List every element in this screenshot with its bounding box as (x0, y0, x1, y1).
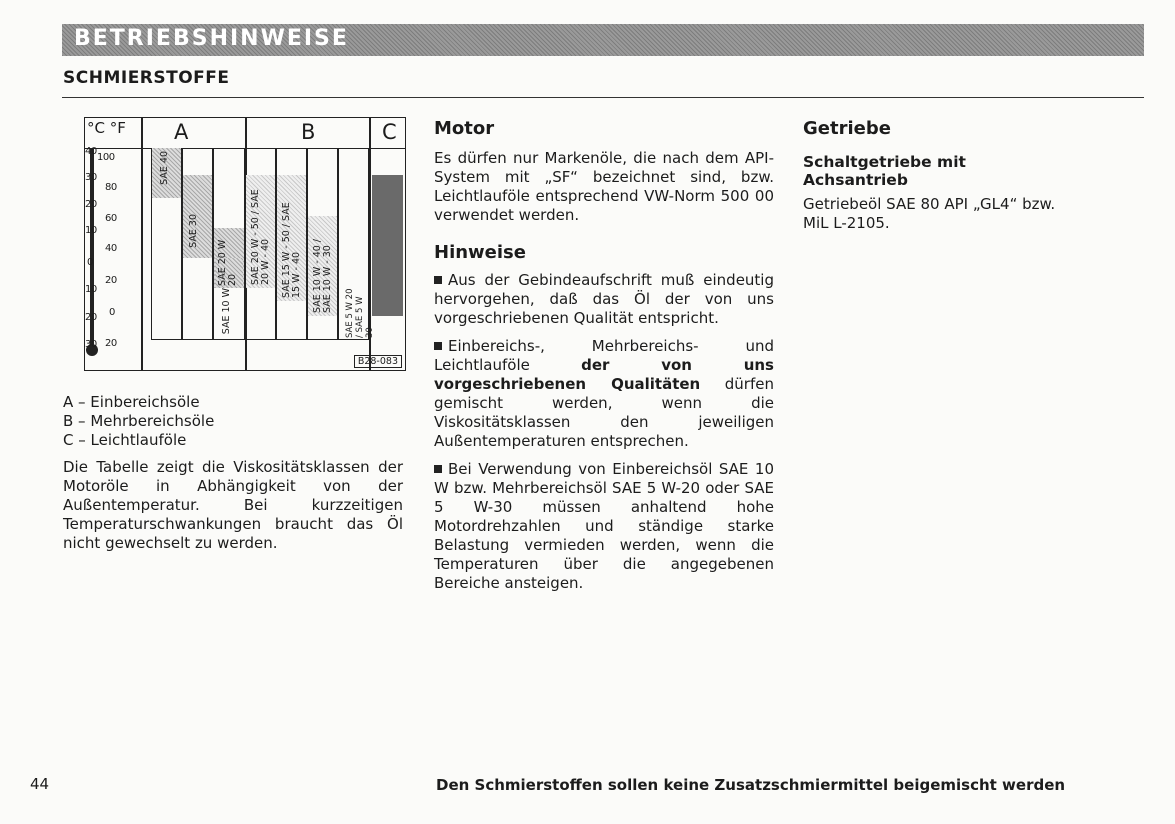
range-band-leichtlauf (372, 175, 403, 316)
getriebe-subtitle: Schaltgetriebe mit Achsantrieb (803, 153, 966, 189)
chart-reference: B28-083 (354, 355, 402, 368)
header-banner (62, 24, 1144, 56)
footer-note: Den Schmierstoffen sollen keine Zusatzschmiermittel beigemischt werden (436, 776, 1066, 794)
header-rule (62, 97, 1144, 98)
chart-description: Die Tabelle zeigt die Viskositätsklassen der Motoröle in Abhängigkeit von der Außentemperatur. Bei kurzzeitigen Temperaturschwankungen braucht das Öl nicht gewechselt zu werden. (63, 458, 403, 552)
viscosity-label: SAE 20 W - 50 / SAE 20 W - 40 (250, 189, 271, 285)
fahrenheit-tick: 40 (105, 243, 117, 254)
motor-title: Motor (434, 118, 495, 139)
fahrenheit-tick: 100 (97, 152, 115, 163)
hinweis-item: Aus der Gebindeaufschrift muß eindeutig hervorgehen, daß das Öl der von uns vorgeschriebenen Qualität entspricht. (434, 271, 774, 327)
motor-column (434, 118, 774, 593)
viscosity-label: SAE 20 W 20 (217, 239, 238, 286)
legend-item: C – Leichtlauföle (63, 431, 187, 449)
viscosity-label: SAE 30 (188, 214, 199, 248)
fahrenheit-tick: 20 (105, 275, 117, 286)
celsius-tick: 20 (85, 312, 97, 323)
getriebe-text: Getriebeöl SAE 80 API „GL4“ bzw. MiL L-2105. (803, 195, 1056, 232)
fahrenheit-tick: 20 (105, 338, 117, 349)
getriebe-title: Getriebe (803, 118, 891, 139)
getriebe-column (803, 118, 1073, 233)
fahrenheit-tick: 0 (109, 307, 115, 318)
legend-item: B – Mehrbereichsöle (63, 412, 215, 430)
bullet-icon (434, 276, 442, 284)
unit-labels: °C °F (87, 119, 126, 137)
fahrenheit-tick: 60 (105, 213, 117, 224)
legend-item: A – Einbereichsöle (63, 393, 200, 411)
group-label-b: B (301, 120, 316, 144)
celsius-tick: 0 (87, 257, 93, 268)
celsius-tick: 30 (85, 339, 97, 350)
banner-title: BETRIEBSHINWEISE (74, 26, 349, 51)
viscosity-label: SAE 5 W 20 / SAE 5 W 30 (345, 288, 375, 338)
viscosity-label: SAE 40 (159, 151, 170, 185)
viscosity-label: SAE 10 W - 40 / SAE 10 W - 30 (312, 238, 333, 313)
bullet-icon (434, 465, 442, 473)
page-number: 44 (30, 775, 50, 793)
chart-legend (63, 393, 214, 450)
celsius-tick: 40 (85, 146, 97, 157)
celsius-tick: 30 (85, 172, 97, 183)
hinweis-item: Einbereichs-, Mehrbereichs- und Leichtlauföle der von uns vorgeschriebenen Qualitäten dürfen gemischt werden, wenn die Viskositätsklassen den jeweiligen Außentemperaturen entsprechen. (434, 337, 774, 450)
celsius-tick: 10 (85, 284, 97, 295)
group-label-a: A (174, 120, 189, 144)
section-title: SCHMIERSTOFFE (63, 68, 230, 88)
motor-text: Es dürfen nur Markenöle, die nach dem API-System mit „SF“ bezeichnet sind, bzw. Leichtlauföle entsprechend VW-Norm 500 00 verwendet werden. (434, 149, 774, 224)
hinweise-title: Hinweise (434, 242, 526, 263)
chart-divider (141, 118, 143, 370)
celsius-tick: 20 (85, 199, 97, 210)
viscosity-label: SAE 15 W - 50 / SAE 15 W - 40 (281, 202, 302, 298)
group-label-c: C (382, 120, 397, 144)
celsius-tick: 10 (85, 225, 97, 236)
fahrenheit-tick: 80 (105, 182, 117, 193)
viscosity-label: SAE 10 W (221, 288, 232, 335)
hinweis-item: Bei Verwendung von Einbereichsöl SAE 10 W bzw. Mehrbereichsöl SAE 5 W-20 oder SAE 5 W-30 müssen anhaltend hohe Motordrehzahlen und ständige starke Belastung vermieden werden, wenn die Temperaturen über die angegebenen Bereiche ansteigen. (434, 460, 774, 592)
bullet-icon (434, 342, 442, 350)
viscosity-chart (84, 117, 406, 371)
